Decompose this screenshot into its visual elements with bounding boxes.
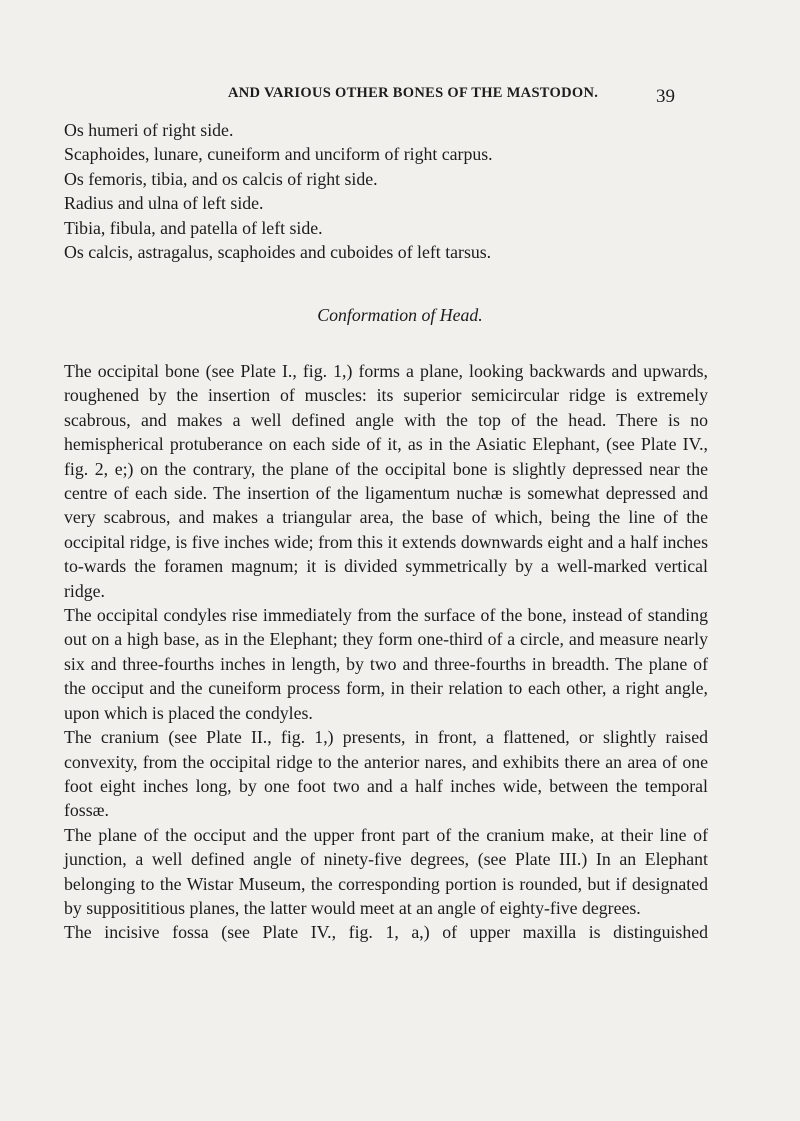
paragraph-incisive-fossa: The incisive fossa (see Plate IV., fig. 1, a,) of upper maxilla is distinguished [64, 922, 708, 943]
inventory-item: Os humeri of right side. [64, 120, 234, 140]
section-heading: Conformation of Head. [317, 305, 483, 325]
paragraph-cranium: The cranium (see Plate II., fig. 1,) presents, in front, a flattened, or slightly raised convexity, from the occipital ridge to the anterior nares, and exhibits there an area of one foot eight inches long, by one foot two and a half inches wide, between the temporal fossæ. [64, 727, 708, 821]
paragraph-occiput-angle: The plane of the occiput and the upper front part of the cranium make, at their line of junction, a well defined angle of ninety-five degrees, (see Plate III.) In an Elephant belonging to the Wistar Museum, the corresponding portion is rounded, but if designated by supposititious planes, the latter would meet at an angle of eighty-five degrees. [64, 824, 708, 918]
running-head: AND VARIOUS OTHER BONES OF THE MASTODON. [228, 85, 599, 101]
inventory-item: Tibia, fibula, and patella of left side. [64, 217, 323, 238]
page-number: 39 [656, 86, 675, 107]
body-text [64, 359, 708, 945]
bone-inventory-list [64, 118, 744, 264]
inventory-item: Scaphoides, lunare, cuneiform and unciform of right carpus. [64, 144, 493, 165]
inventory-item: Radius and ulna of left side. [64, 193, 264, 214]
paragraph-occipital-condyles: The occipital condyles rise immediately from the surface of the bone, instead of standing out on a high base, as in the Elephant; they form one-third of a circle, and measure nearly six and three-fourths inches in length, by two and three-fourths in breadth. The plane of the occiput and the cuneiform process form, in their relation to each other, a right angle, upon which is placed the condyles. [64, 605, 708, 723]
inventory-item: Os femoris, tibia, and os calcis of right side. [64, 168, 378, 189]
inventory-item: Os calcis, astragalus, scaphoides and cuboides of left tarsus. [64, 242, 492, 263]
paragraph-occipital-bone: The occipital bone (see Plate I., fig. 1,) forms a plane, looking backwards and upwards, roughened by the insertion of muscles: its superior semicircular ridge is extremely scabrous, and makes a well defined angle with the top of the head. There is no hemispherical protuberance on each side of it, as in the Asiatic Elephant, (see Plate IV., fig. 2, e;) on the contrary, the plane of the occipital bone is slightly depressed near the centre of each side. The insertion of the ligamentum nuchæ is somewhat depressed and very scabrous, and makes a triangular area, the base of which, being the line of the occipital ridge, is five inches wide; from this it extends downwards eight and a half inches to-wards the foramen magnum; it is divided symmetrically by a well-marked vertical ridge. [64, 361, 708, 601]
